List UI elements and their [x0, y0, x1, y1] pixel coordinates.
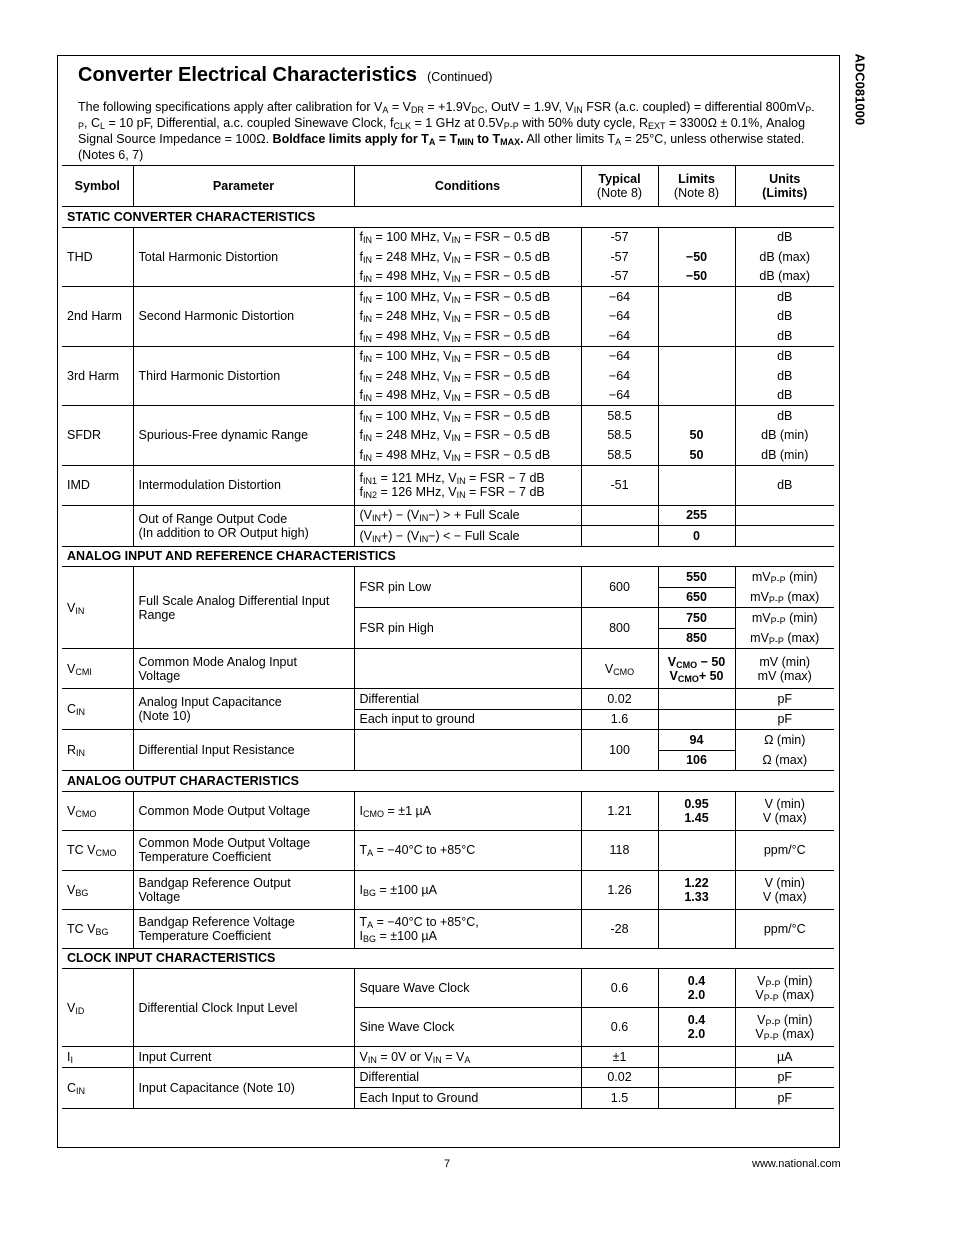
cell-typical: 1.5 [581, 1088, 658, 1109]
cell-symbol: $C_{IN}$ [62, 689, 133, 730]
cell-typical: 58.5 [581, 426, 658, 446]
cell-condition: $I_{BG} = \pm 100$ µA [354, 870, 581, 909]
cell-symbol: THD [62, 227, 133, 287]
cell-units: Ω (max) [735, 750, 834, 771]
cell-symbol: $V_{BG}$ [67, 882, 89, 898]
cell-condition: $I_{CMO} = \pm 1$ µA [354, 791, 581, 830]
cell-parameter: Total Harmonic Distortion [133, 227, 354, 287]
cell-units: $mV_{P-P}$ (min) [735, 608, 834, 629]
intro-paragraph: The following specifications apply after calibration for $V_A = V_{DR} = +1.9V_{DC}$, OutV = 1.9V, $V_{IN}$ FSR (a.c. coupled) = differential $800mV_{P-P}$, $C_L = 10$ pF, Differential, a.c. coupled Sinewave Clock, $f_{CLK} = 1$ GHz at $0.5V_{P-P}$ with 50% duty cycle, $R_{EXT} = 3300\Omega \pm 0.1\%$, Analog Signal Source Impedance = 100Ω. Boldface limits apply for $T_A = T_{MIN}$ to $T_{MAX}$. All other limits $T_A = 25^\circ C$, unless otherwise stated. (Notes 6, 7) [78, 100, 815, 162]
cell-symbol: $R_{IN}$ [62, 730, 133, 771]
section-title: ANALOG OUTPUT CHARACTERISTICS [62, 771, 834, 792]
cell-units: $mV_{P-P}$ (max) [735, 587, 834, 608]
cell-condition: $f_{IN} = 248$ MHz, $V_{IN}$ = FSR − 0.5 dB [354, 307, 581, 327]
cell-typical: 0.6 [581, 969, 658, 1008]
table-row [62, 791, 834, 830]
cell-condition: $f_{IN} = 100$ MHz, $V_{IN}$ = FSR − 0.5 dB [354, 287, 581, 307]
cell-units: dB [735, 346, 834, 366]
cell-limit [658, 287, 735, 307]
footer-url: www.national.com [752, 1158, 841, 1170]
cell-condition [354, 649, 581, 689]
spec-table [62, 165, 834, 1109]
cell-units: $V_{P-P}$ (min) $V_{P-P}$ (max) [735, 1008, 834, 1047]
cell-units: dB [735, 386, 834, 406]
cell-units: V (min) V (max) [735, 870, 834, 909]
table-row [62, 227, 834, 247]
cell-condition: FSR pin High [354, 608, 581, 649]
cell-parameter: Differential Clock Input Level [133, 969, 354, 1047]
cell-limit [658, 1047, 735, 1068]
cell-typical [581, 505, 658, 526]
cell-limit: 0.95 1.45 [658, 791, 735, 830]
cell-condition: Square Wave Clock [354, 969, 581, 1008]
cell-limit [658, 909, 735, 948]
cell-typical: −64 [581, 366, 658, 386]
cell-symbol: SFDR [62, 406, 133, 466]
cell-units: dB [735, 307, 834, 327]
cell-units: mV (min) mV (max) [735, 649, 834, 689]
cell-limit [658, 227, 735, 247]
cell-typical: −64 [581, 346, 658, 366]
table-row [62, 287, 834, 307]
cell-limit [658, 406, 735, 426]
title-suffix: (Continued) [427, 70, 493, 84]
cell-condition: Differential [354, 689, 581, 710]
table-row [62, 870, 834, 909]
cell-condition: $f_{IN} = 498$ MHz, $V_{IN}$ = FSR − 0.5 dB [354, 267, 581, 287]
cell-units: dB [735, 287, 834, 307]
table-row [62, 406, 834, 426]
cell-condition: $f_{IN} = 498$ MHz, $V_{IN}$ = FSR − 0.5 dB [354, 386, 581, 406]
cell-parameter: Out of Range Output Code (In addition to OR Output high) [133, 505, 354, 546]
cell-units: Ω (min) [735, 730, 834, 751]
cell-typical: -57 [581, 247, 658, 267]
cell-limit: 0.4 2.0 [658, 969, 735, 1008]
section-row [62, 771, 834, 792]
cell-symbol: TC $V_{CMO}$ [67, 843, 117, 858]
cell-limit [658, 689, 735, 710]
cell-typical: 1.6 [581, 709, 658, 730]
cell-limit: 750 [658, 608, 735, 629]
cell-typical: −64 [581, 386, 658, 406]
cell-limit: 255 [658, 505, 735, 526]
cell-units: pF [735, 1088, 834, 1109]
section-row [62, 546, 834, 567]
cell-units: dB (max) [735, 267, 834, 287]
table-row [62, 505, 834, 526]
cell-limit: 0 [658, 526, 735, 547]
cell-condition: $f_{IN} = 498$ MHz, $V_{IN}$ = FSR − 0.5 dB [354, 445, 581, 465]
cell-units: dB [735, 406, 834, 426]
cell-symbol [62, 505, 133, 546]
cell-parameter: Bandgap Reference Output Voltage [133, 870, 354, 909]
cell-units: $mV_{P-P}$ (max) [735, 628, 834, 649]
table-row [62, 567, 834, 588]
cell-units: pF [735, 1067, 834, 1088]
cell-typical: 118 [581, 830, 658, 870]
cell-parameter: Input Capacitance (Note 10) [133, 1067, 354, 1108]
header-units: Units (Limits) [735, 166, 834, 207]
cell-units: ppm/°C [735, 830, 834, 870]
cell-typical: -51 [581, 465, 658, 505]
cell-limit: 550 [658, 567, 735, 588]
cell-typical: 0.02 [581, 689, 658, 710]
header-limits: Limits (Note 8) [658, 166, 735, 207]
header-conditions: Conditions [354, 166, 581, 207]
table-row [62, 689, 834, 710]
cell-typical: −64 [581, 287, 658, 307]
cell-parameter: Full Scale Analog Differential Input Range [133, 567, 354, 649]
cell-limit: 50 [658, 426, 735, 446]
cell-limit [658, 386, 735, 406]
table-row [62, 1067, 834, 1088]
cell-limit: 850 [658, 628, 735, 649]
cell-parameter: Bandgap Reference Voltage Temperature Coefficient [133, 909, 354, 948]
cell-limit: 0.4 2.0 [658, 1008, 735, 1047]
cell-typical: −64 [581, 307, 658, 327]
cell-condition [354, 730, 581, 771]
cell-limit [658, 366, 735, 386]
table-row [62, 730, 834, 751]
section-title: ANALOG INPUT AND REFERENCE CHARACTERISTICS [62, 546, 834, 567]
cell-units: pF [735, 709, 834, 730]
cell-limit: 50 [658, 445, 735, 465]
cell-units [735, 526, 834, 547]
cell-limit [658, 307, 735, 327]
cell-limit: −50 [658, 267, 735, 287]
cell-limit [658, 830, 735, 870]
cell-symbol: $V_{IN}$ [62, 567, 133, 649]
cell-limit: 94 [658, 730, 735, 751]
cell-condition: Sine Wave Clock [354, 1008, 581, 1047]
cell-symbol: $V_{CMI}$ [67, 661, 92, 677]
title-text: Converter Electrical Characteristics [78, 64, 418, 86]
cell-condition: $V_{IN} = 0V$ or $V_{IN} = V_A$ [354, 1047, 581, 1068]
cell-symbol: 2nd Harm [62, 287, 133, 347]
cell-parameter: Input Current [133, 1047, 354, 1068]
cell-typical: -57 [581, 267, 658, 287]
page-number: 7 [444, 1158, 451, 1170]
cell-units: dB (min) [735, 445, 834, 465]
cell-typical: ±1 [581, 1047, 658, 1068]
cell-condition: $f_{IN1} = 121$ MHz, $V_{IN}$ = FSR − 7 dB $f_{IN2} = 126$ MHz, $V_{IN}$ = FSR − 7 dB [354, 465, 581, 505]
table-row [62, 465, 834, 505]
cell-typical: 1.21 [581, 791, 658, 830]
cell-typical: 1.26 [581, 870, 658, 909]
table-row [62, 969, 834, 1008]
cell-condition: $f_{IN} = 100$ MHz, $V_{IN}$ = FSR − 0.5 dB [354, 406, 581, 426]
cell-condition: $f_{IN} = 498$ MHz, $V_{IN}$ = FSR − 0.5 dB [354, 326, 581, 346]
cell-condition: $f_{IN} = 248$ MHz, $V_{IN}$ = FSR − 0.5 dB [354, 426, 581, 446]
header-parameter: Parameter [133, 166, 354, 207]
cell-limit [658, 709, 735, 730]
header-symbol: Symbol [62, 166, 133, 207]
cell-condition: FSR pin Low [354, 567, 581, 608]
cell-condition: $f_{IN} = 100$ MHz, $V_{IN}$ = FSR − 0.5 dB [354, 346, 581, 366]
cell-condition: $T_A = -40^\circ C$ to +85°C [354, 830, 581, 870]
cell-condition: $(V_{IN}+) - (V_{IN}-)$ > + Full Scale [354, 505, 581, 526]
cell-condition: Differential [354, 1067, 581, 1088]
section-title: CLOCK INPUT CHARACTERISTICS [62, 948, 834, 969]
cell-limit: 650 [658, 587, 735, 608]
section-title: STATIC CONVERTER CHARACTERISTICS [62, 207, 834, 228]
table-row [62, 346, 834, 366]
cell-limit [658, 346, 735, 366]
cell-units: $mV_{P-P}$ (min) [735, 567, 834, 588]
cell-typical: 58.5 [581, 445, 658, 465]
cell-typical [581, 526, 658, 547]
cell-limit [658, 465, 735, 505]
cell-symbol: $C_{IN}$ [62, 1067, 133, 1108]
cell-typical: 600 [581, 567, 658, 608]
cell-typical: 0.02 [581, 1067, 658, 1088]
cell-limit [658, 1088, 735, 1109]
cell-condition: $f_{IN} = 248$ MHz, $V_{IN}$ = FSR − 0.5 dB [354, 366, 581, 386]
cell-limit [658, 1067, 735, 1088]
cell-typical: 0.6 [581, 1008, 658, 1047]
cell-condition: $T_A = -40^\circ C$ to +85°C, $I_{BG} = \pm 100$ µA [354, 909, 581, 948]
cell-parameter: Common Mode Output Voltage [133, 791, 354, 830]
cell-units: µA [735, 1047, 834, 1068]
cell-units: V (min) V (max) [735, 791, 834, 830]
cell-units: dB [735, 227, 834, 247]
cell-limit [658, 326, 735, 346]
cell-symbol: IMD [67, 478, 90, 492]
cell-typical: -28 [581, 909, 658, 948]
cell-typical: $V_{CMO}$ [581, 649, 658, 689]
cell-parameter: Common Mode Output Voltage Temperature Coefficient [133, 830, 354, 870]
side-part-number: ADC081000 [852, 53, 868, 126]
cell-units: $V_{P-P}$ (min) $V_{P-P}$ (max) [735, 969, 834, 1008]
cell-typical: 800 [581, 608, 658, 649]
header-typical: Typical (Note 8) [581, 166, 658, 207]
cell-units: dB (min) [735, 426, 834, 446]
cell-condition: $f_{IN} = 100$ MHz, $V_{IN}$ = FSR − 0.5 dB [354, 227, 581, 247]
cell-condition: $f_{IN} = 248$ MHz, $V_{IN}$ = FSR − 0.5 dB [354, 247, 581, 267]
cell-typical: 100 [581, 730, 658, 771]
cell-typical: 58.5 [581, 406, 658, 426]
cell-parameter: Intermodulation Distortion [133, 465, 354, 505]
cell-parameter: Differential Input Resistance [133, 730, 354, 771]
cell-condition: $(V_{IN}+) - (V_{IN}-)$ < − Full Scale [354, 526, 581, 547]
cell-parameter: Analog Input Capacitance (Note 10) [133, 689, 354, 730]
cell-symbol: $V_{ID}$ [62, 969, 133, 1047]
cell-units: dB [735, 366, 834, 386]
table-row [62, 909, 834, 948]
cell-limit: 1.22 1.33 [658, 870, 735, 909]
cell-symbol: 3rd Harm [62, 346, 133, 406]
section-row [62, 948, 834, 969]
cell-condition: Each Input to Ground [354, 1088, 581, 1109]
cell-limit: −50 [658, 247, 735, 267]
cell-condition: Each input to ground [354, 709, 581, 730]
cell-symbol: TC $V_{BG}$ [67, 921, 109, 937]
cell-units: dB (max) [735, 247, 834, 267]
cell-symbol: $V_{CMO}$ [67, 803, 97, 819]
cell-parameter: Second Harmonic Distortion [133, 287, 354, 347]
cell-parameter: Spurious-Free dynamic Range [133, 406, 354, 466]
cell-typical: −64 [581, 326, 658, 346]
table-row [62, 649, 834, 689]
cell-parameter: Common Mode Analog Input Voltage [133, 649, 354, 689]
table-row [62, 1047, 834, 1068]
cell-units: dB [735, 326, 834, 346]
cell-units [735, 505, 834, 526]
cell-units: pF [735, 689, 834, 710]
cell-units: dB [735, 465, 834, 505]
cell-symbol: $I_I$ [67, 1049, 73, 1065]
cell-limit: 106 [658, 750, 735, 771]
table-row [62, 830, 834, 870]
cell-units: ppm/°C [735, 909, 834, 948]
cell-parameter: Third Harmonic Distortion [133, 346, 354, 406]
cell-typical: -57 [581, 227, 658, 247]
page-title [78, 64, 492, 87]
table-header-row [62, 166, 834, 207]
cell-limit: $V_{CMO} - 50$ $V_{CMO}+ 50$ [658, 649, 735, 689]
section-row [62, 207, 834, 228]
